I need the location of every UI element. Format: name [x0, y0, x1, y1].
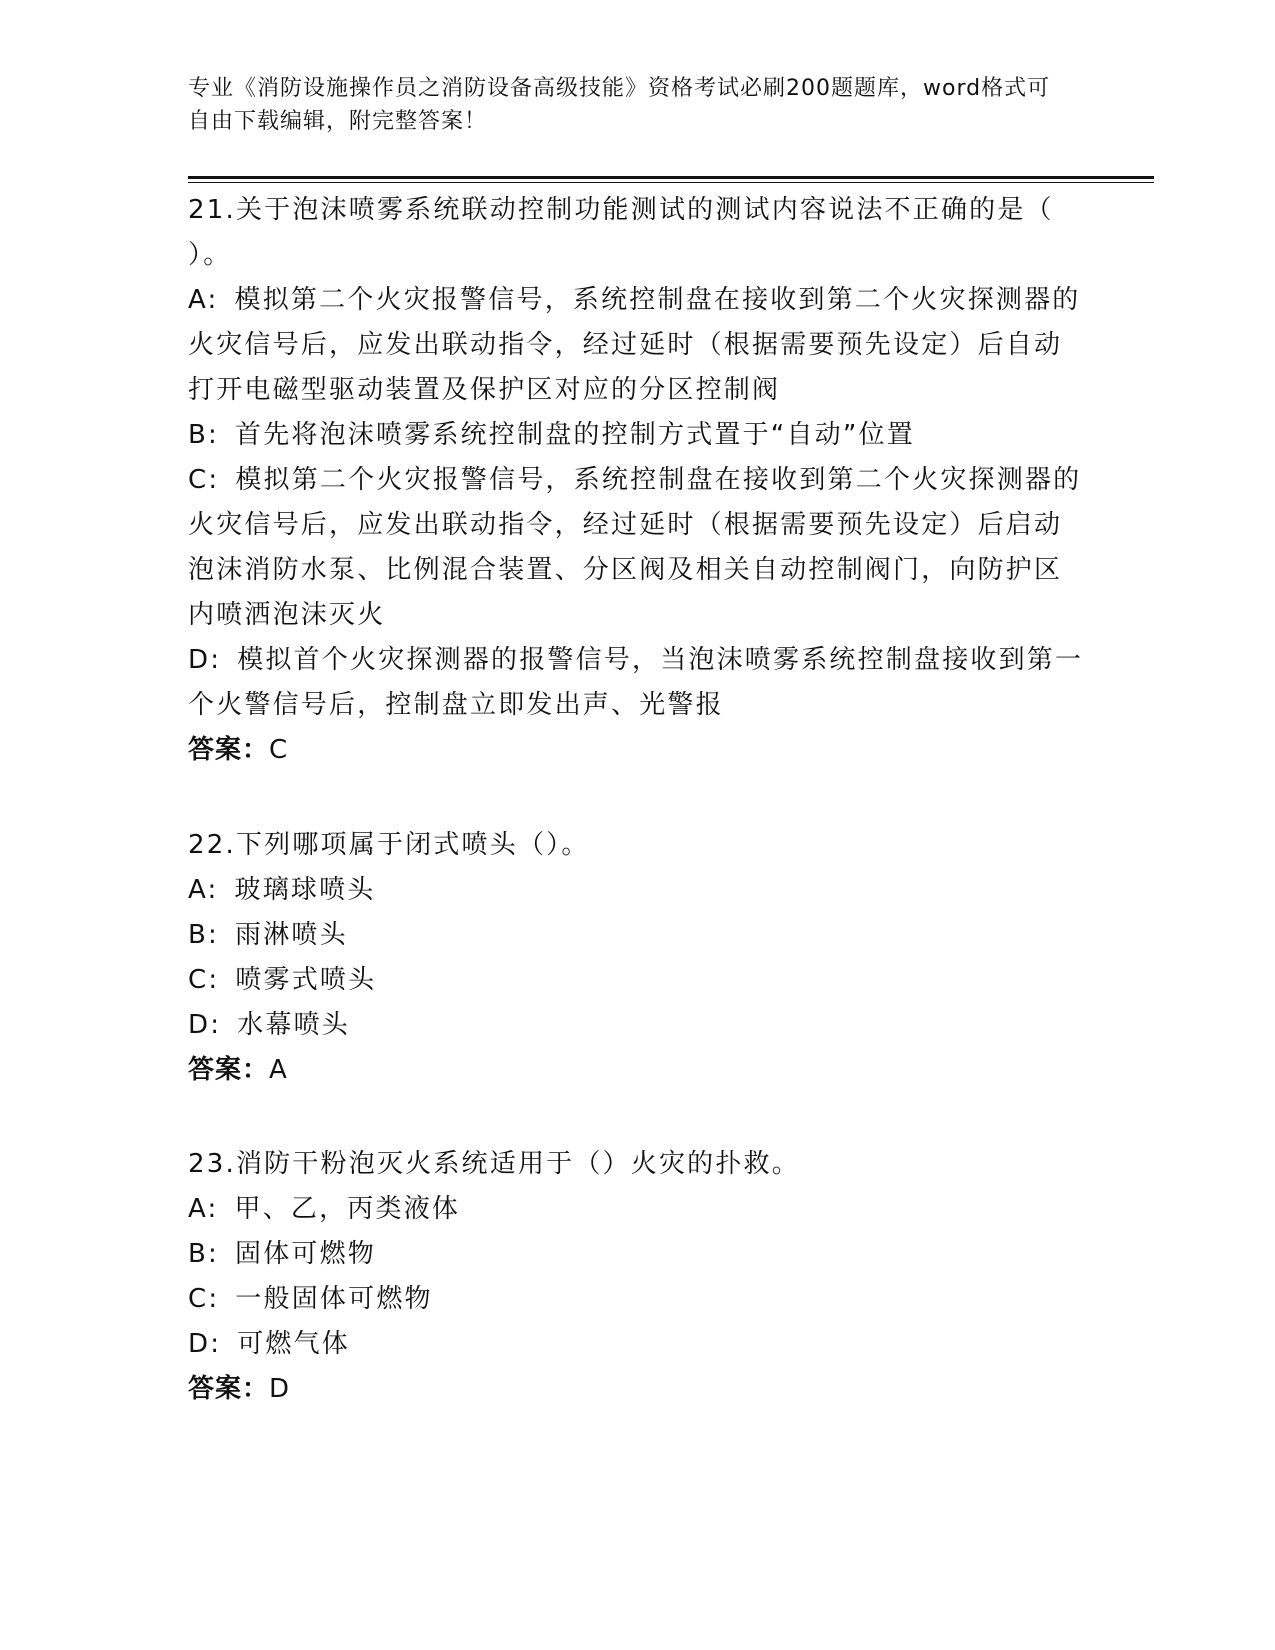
question-stem	[188, 1142, 1088, 1187]
answer-value: A	[269, 1055, 288, 1085]
question-stem	[188, 823, 1088, 868]
option-d	[188, 1003, 1088, 1048]
option-c	[188, 958, 1088, 1003]
option-key: B:	[188, 420, 219, 450]
option-key: B:	[188, 920, 219, 950]
question-22	[188, 823, 1088, 1093]
option-key: D:	[188, 1329, 222, 1359]
option-text: 一般固体可燃物	[235, 1284, 433, 1314]
option-text: 模拟第二个火灾报警信号，系统控制盘在接收到第二个火灾探测器的火灾信号后，应发出联动指令，经过延时（根据需要预先设定）后自动打开电磁型驱动装置及保护区对应的分区控制阀	[188, 285, 1081, 405]
header-divider-thin	[188, 182, 1154, 183]
option-key: B:	[188, 1239, 219, 1269]
question-23	[188, 1142, 1088, 1412]
question-number: 21.	[188, 195, 236, 225]
option-d	[188, 638, 1088, 728]
option-text: 雨淋喷头	[235, 920, 348, 950]
answer-label: 答案：	[188, 735, 270, 765]
question-text: 下列哪项属于闭式喷头（）。	[235, 830, 590, 860]
option-text: 模拟第二个火灾报警信号，系统控制盘在接收到第二个火灾探测器的火灾信号后，应发出联动指令，经过延时（根据需要预先设定）后启动泡沫消防水泵、比例混合装置、分区阀及相关自动控制阀门，向防护区内喷洒泡沫灭火	[188, 465, 1082, 630]
option-b	[188, 1232, 1088, 1277]
option-c	[188, 458, 1088, 638]
answer-label: 答案：	[188, 1055, 270, 1085]
option-text: 模拟首个火灾探测器的报警信号，当泡沫喷雾系统控制盘接收到第一个火警信号后，控制盘立即发出声、光警报	[188, 645, 1084, 720]
option-key: A:	[188, 875, 219, 905]
document-header	[188, 72, 1068, 138]
option-text: 喷雾式喷头	[235, 965, 377, 995]
option-key: A:	[188, 285, 219, 315]
question-number: 22.	[188, 830, 236, 860]
answer-value: C	[269, 735, 289, 765]
option-text: 首先将泡沫喷雾系统控制盘的控制方式置于“自动”位置	[235, 420, 915, 450]
option-a	[188, 278, 1088, 413]
option-b	[188, 913, 1088, 958]
question-number: 23.	[188, 1149, 236, 1179]
option-key: C:	[188, 965, 220, 995]
option-d	[188, 1322, 1088, 1367]
option-key: C:	[188, 465, 220, 495]
option-key: D:	[188, 645, 222, 675]
option-text: 玻璃球喷头	[234, 875, 376, 905]
option-text: 固体可燃物	[235, 1239, 377, 1269]
answer-value: D	[269, 1374, 291, 1404]
option-a	[188, 1187, 1088, 1232]
option-b	[188, 413, 1088, 458]
option-text: 可燃气体	[237, 1329, 350, 1359]
option-key: A:	[188, 1194, 219, 1224]
question-text: 消防干粉泡灭火系统适用于（）火灾的扑救。	[235, 1149, 800, 1179]
option-key: C:	[188, 1284, 220, 1314]
question-text: 关于泡沫喷雾系统联动控制功能测试的测试内容说法不正确的是（ ）。	[188, 195, 1054, 270]
option-text: 水幕喷头	[237, 1010, 350, 1040]
header-text: 专业《消防设施操作员之消防设备高级技能》资格考试必刷200题题库，word格式可自由下载编辑，附完整答案！	[188, 76, 1051, 134]
question-21	[188, 188, 1088, 773]
answer-line	[188, 1367, 1088, 1412]
answer-line	[188, 728, 1088, 773]
option-c	[188, 1277, 1088, 1322]
answer-label: 答案：	[188, 1374, 270, 1404]
question-stem	[188, 188, 1088, 278]
answer-line	[188, 1048, 1088, 1093]
option-a	[188, 868, 1088, 913]
option-text: 甲、乙，丙类液体	[234, 1194, 461, 1224]
option-key: D:	[188, 1010, 222, 1040]
header-divider-thick	[188, 176, 1154, 179]
